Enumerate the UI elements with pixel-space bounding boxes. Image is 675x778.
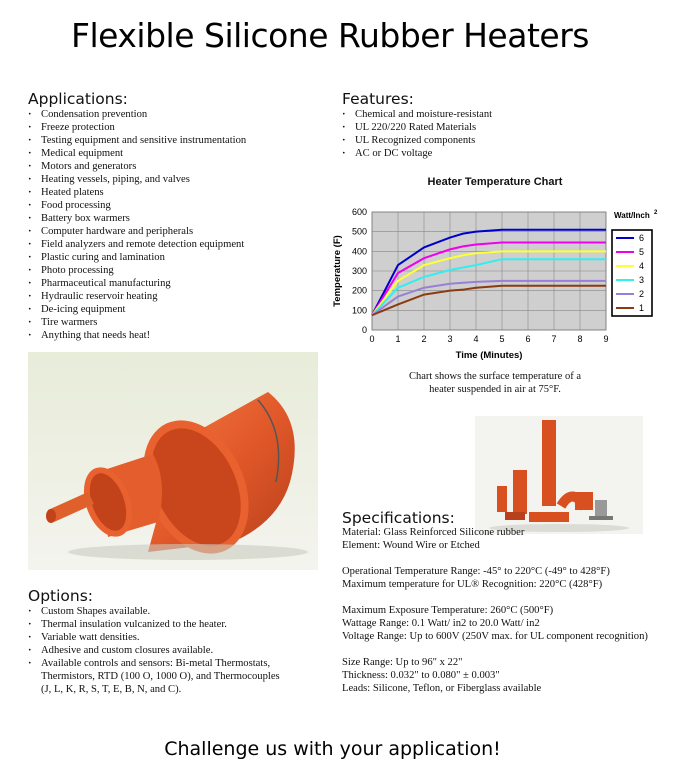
list-item: · De-icing equipment: [28, 303, 246, 316]
list-item: · Variable watt densities.: [28, 631, 280, 644]
spec-operational-temp: Operational Temperature Range: -45° to 220°C (-49° to 428°F): [342, 566, 610, 577]
list-item: · Available controls and sensors: Bi-metal Thermostats,: [28, 657, 280, 670]
x-tick-label: 0: [369, 334, 375, 344]
legend-label-4: 4: [639, 261, 645, 271]
options-heading: Options:: [28, 587, 94, 605]
list-item: · Pharmaceutical manufacturing: [28, 277, 246, 290]
list-item: · Tire warmers: [28, 316, 246, 329]
list-item: · Custom Shapes available.: [28, 605, 280, 618]
chart-caption: [380, 370, 610, 396]
list-item: · UL 220/220 Rated Materials: [342, 121, 492, 134]
specifications-heading: Specifications:: [342, 509, 455, 527]
x-tick-label: 2: [421, 334, 427, 344]
features-heading: Features:: [342, 90, 414, 108]
list-item: · Condensation prevention: [28, 108, 246, 121]
spec-thickness: Thickness: 0.032" to 0.080" ± 0.003": [342, 670, 500, 681]
heater-tubes-image: [28, 352, 318, 570]
list-item: Thermistors, RTD (100 O, 1000 O), and Thermocouples: [41, 671, 280, 682]
y-axis-label: Temperature (F): [332, 235, 343, 307]
chart-title: Heater Temperature Chart: [427, 176, 563, 188]
spec-max-exposure: Maximum Exposure Temperature: 260°C (500°F): [342, 605, 554, 616]
list-item: · Motors and generators: [28, 160, 246, 173]
specifications-block: [342, 526, 667, 695]
legend-label-6: 6: [639, 233, 645, 243]
options-list: [28, 605, 280, 696]
legend-label-1: 1: [639, 303, 645, 313]
x-tick-label: 8: [577, 334, 583, 344]
list-item: · Plastic curing and lamination: [28, 251, 246, 264]
heater-assortment-image: [475, 416, 643, 534]
legend-label-3: 3: [639, 275, 645, 285]
legend-title-superscript: 2: [654, 210, 658, 216]
spec-size: Size Range: Up to 96" x 22": [342, 657, 463, 668]
y-tick-label: 600: [351, 207, 367, 217]
legend-title: Watt/Inch: [614, 211, 650, 220]
heater-assortment-photo: [475, 416, 643, 534]
x-tick-label: 4: [473, 334, 479, 344]
x-tick-label: 5: [499, 334, 505, 344]
x-tick-label: 7: [551, 334, 557, 344]
list-item: · Photo processing: [28, 264, 246, 277]
y-tick-label: 400: [351, 246, 367, 257]
chart-caption-line-1: Chart shows the surface temperature of a: [408, 371, 581, 382]
footer-tagline: Challenge us with your application!: [164, 738, 501, 760]
list-item: · Adhesive and custom closures available.: [28, 644, 280, 657]
spec-element: Element: Wound Wire or Etched: [342, 540, 480, 551]
list-item: · Testing equipment and sensitive instrumentation: [28, 134, 246, 147]
spec-wattage: Wattage Range: 0.1 Watt/ in2 to 20.0 Watt/ in2: [342, 618, 540, 629]
page-title: Flexible Silicone Rubber Heaters: [71, 16, 589, 55]
heater-tubes-photo: [28, 352, 318, 570]
y-tick-label: 100: [351, 305, 367, 316]
y-tick-label: 500: [351, 226, 367, 237]
x-tick-label: 9: [603, 334, 609, 344]
x-tick-label: 6: [525, 334, 531, 344]
list-item: · Anything that needs heat!: [28, 329, 246, 342]
spec-max-temp-ul: Maximum temperature for UL® Recognition: 220°C (428°F): [342, 579, 603, 590]
temperature-chart: [328, 200, 658, 370]
list-item: (J, L, K, R, S, T, E, B, N, and C).: [41, 684, 182, 695]
list-item: · Battery box warmers: [28, 212, 246, 225]
list-item: · Chemical and moisture-resistant: [342, 108, 492, 121]
x-axis-label: Time (Minutes): [455, 350, 523, 361]
spec-voltage: Voltage Range: Up to 600V (250V max. for UL component recognition): [342, 631, 648, 642]
list-item: · Food processing: [28, 199, 246, 212]
legend-box: [612, 230, 652, 316]
y-tick-label: 0: [361, 325, 367, 335]
applications-heading: Applications:: [28, 90, 128, 108]
list-item: · AC or DC voltage: [342, 147, 492, 160]
y-tick-label: 300: [351, 266, 367, 276]
list-item: · Thermal insulation vulcanized to the heater.: [28, 618, 280, 631]
list-item: · UL Recognized components: [342, 134, 492, 147]
list-item: · Medical equipment: [28, 147, 246, 160]
x-tick-label: 1: [395, 334, 401, 344]
chart-caption-line-2: heater suspended in air at 75°F.: [429, 384, 561, 395]
list-item: · Heating vessels, piping, and valves: [28, 173, 246, 186]
spec-leads: Leads: Silicone, Teflon, or Fiberglass available: [342, 683, 542, 694]
list-item: · Computer hardware and peripherals: [28, 225, 246, 238]
legend-label-2: 2: [639, 289, 645, 299]
list-item: · Field analyzers and remote detection equipment: [28, 238, 246, 251]
list-item: · Hydraulic reservoir heating: [28, 290, 246, 303]
list-item: · Heated platens: [28, 186, 246, 199]
legend-label-5: 5: [639, 247, 645, 257]
list-item: · Freeze protection: [28, 121, 246, 134]
spec-material: Material: Glass Reinforced Silicone rubber: [342, 527, 525, 538]
features-list: [342, 108, 492, 160]
applications-list: [28, 108, 246, 342]
x-tick-label: 3: [447, 334, 453, 344]
y-tick-label: 200: [351, 285, 367, 296]
